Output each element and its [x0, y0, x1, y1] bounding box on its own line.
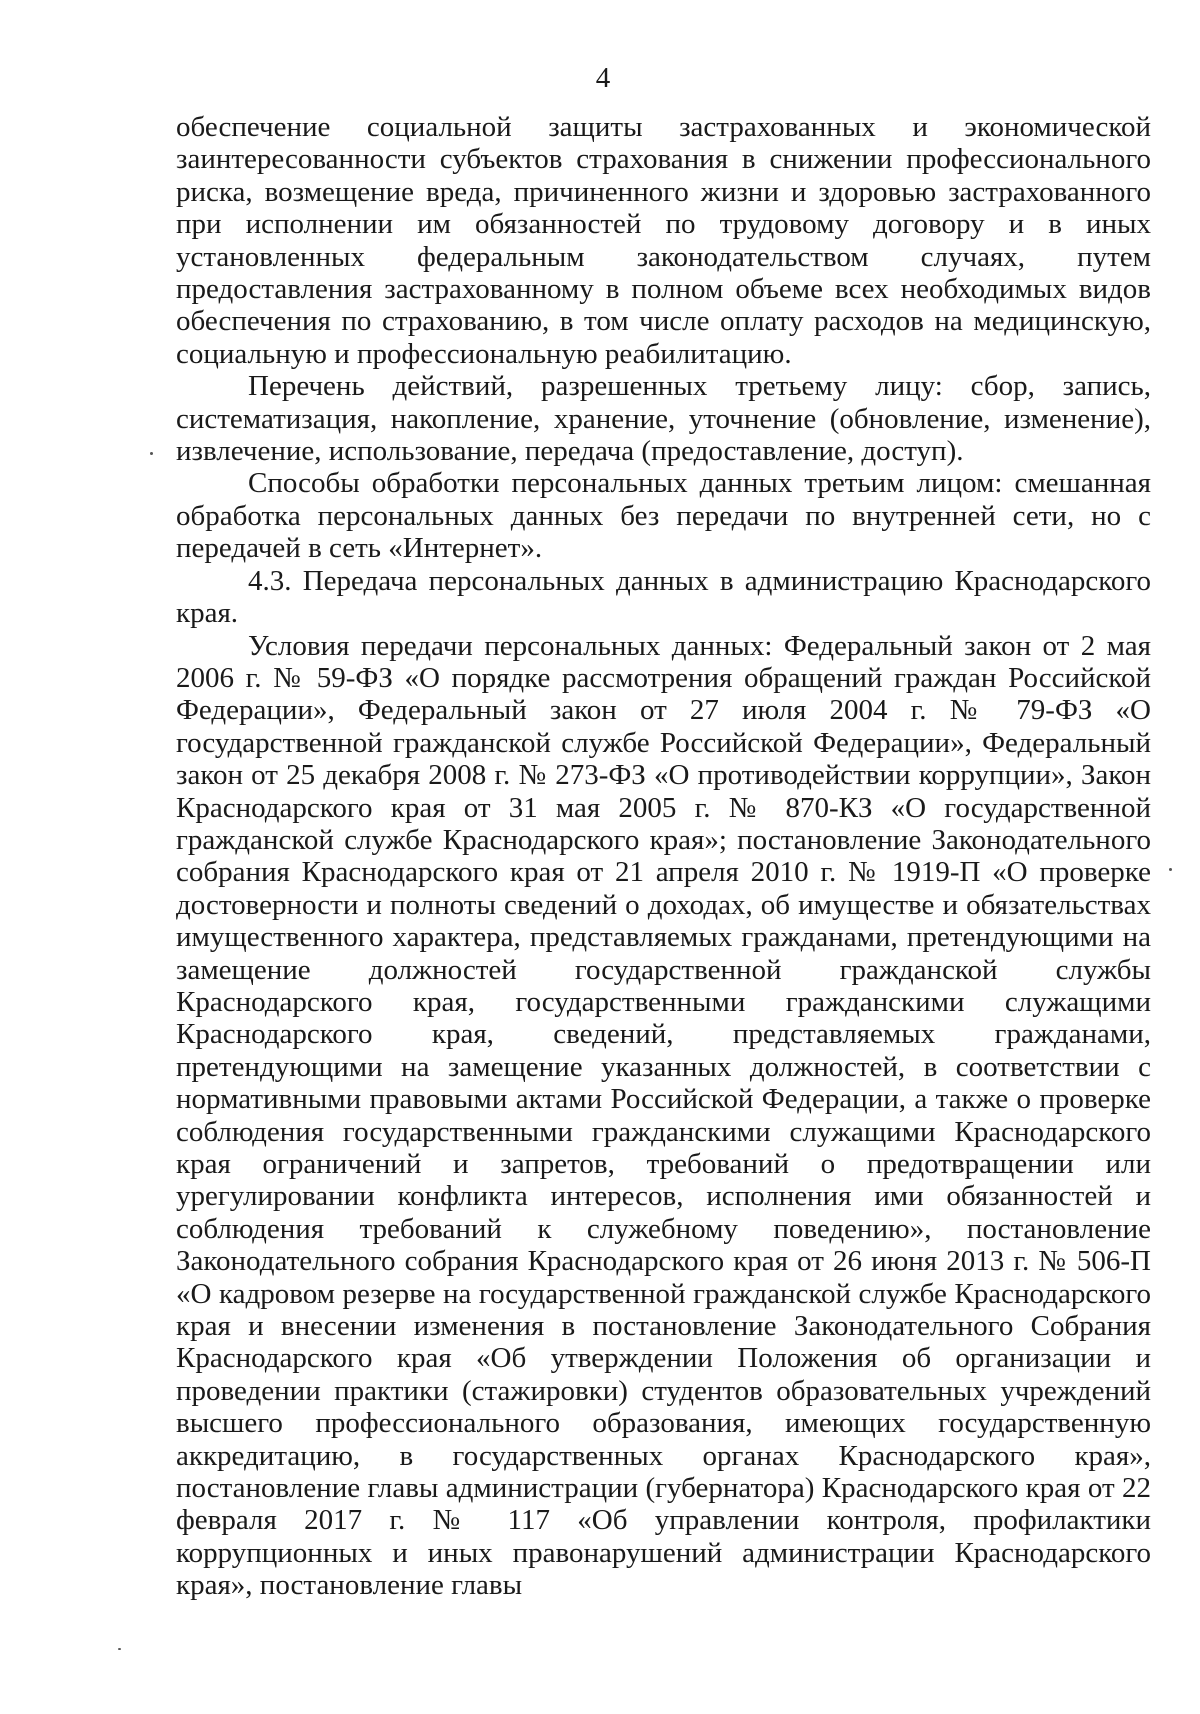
paragraph-processing-methods: Способы обработки персональных данных третьим лицом: смешанная обработка персональных данных без передачи по внутренней сети, но с передачей в сеть «Интернет».	[176, 467, 1151, 565]
paragraph-purpose-continuation: обеспечение социальной защиты застрахованных и экономической заинтересованности субъектов страхования в снижении профессионального риска, возмещение вреда, причиненного жизни и здоровью застрахованного при исполнении им обязанностей по трудовому договору и в иных установленных федеральным законодательством случаях, путем предоставления застрахованному в полном объеме всех необходимых видов обеспечения по страхованию, в том числе оплату расходов на медицинскую, социальную и профессиональную реабилитацию.	[176, 111, 1151, 370]
paragraph-transfer-conditions: Условия передачи персональных данных: Федеральный закон от 2 мая 2006 г. № 59-ФЗ «О порядке рассмотрения обращений граждан Российской Федерации», Федеральный закон от 27 июля 2004 г. № 79-ФЗ «О государственной гражданской службе Российской Федерации», Федеральный закон от 25 декабря 2008 г. № 273-ФЗ «О противодействии коррупции», Закон Краснодарского края от 31 мая 2005 г. № 870-КЗ «О государственной гражданской службе Краснодарского края»; постановление Законодательного собрания Краснодарского края от 21 апреля 2010 г. № 1919-П «О проверке достоверности и полноты сведений о доходах, об имуществе и обязательствах имущественного характера, представляемых гражданами, претендующими на замещение должностей государственной гражданской службы Краснодарского края, государственными гражданскими служащими Краснодарского края, сведений, представляемых гражданами, претендующими на замещение указанных должностей, в соответствии с нормативными правовыми актами Российской Федерации, а также о проверке соблюдения государственными гражданскими служащими Краснодарского края ограничений и запретов, требований о предотвращении или урегулировании конфликта интересов, исполнения ими обязанностей и соблюдения требований к служебному поведению», постановление Законодательного собрания Краснодарского края от 26 июня 2013 г. № 506-П «О кадровом резерве на государственной гражданской службе Краснодарского края и внесении изменения в постановление Законодательного Собрания Краснодарского края «Об утверждении Положения об организации и проведении практики (стажировки) студентов образовательных учреждений высшего профессионального образования, имеющих государственную аккредитацию, в государственных органах Краснодарского края», постановление главы администрации (губернатора) Краснодарского края от 22 февраля 2017 г. № 117 «Об управлении контроля, профилактики коррупционных и иных правонарушений администрации Краснодарского края», постановление главы	[176, 629, 1151, 1602]
scan-speck	[150, 452, 153, 455]
paragraph-permitted-actions: Перечень действий, разрешенных третьему лицу: сбор, запись, систематизация, накопление, хранение, уточнение (обновление, изменение), извлечение, использование, передача (предоставление, доступ).	[176, 370, 1151, 468]
section-heading-4-3: 4.3. Передача персональных данных в администрацию Краснодарского края.	[176, 564, 1151, 630]
document-body	[176, 111, 1151, 1602]
scan-speck	[1169, 868, 1172, 871]
page-number: 4	[595, 62, 611, 94]
scan-speck	[118, 1648, 121, 1650]
